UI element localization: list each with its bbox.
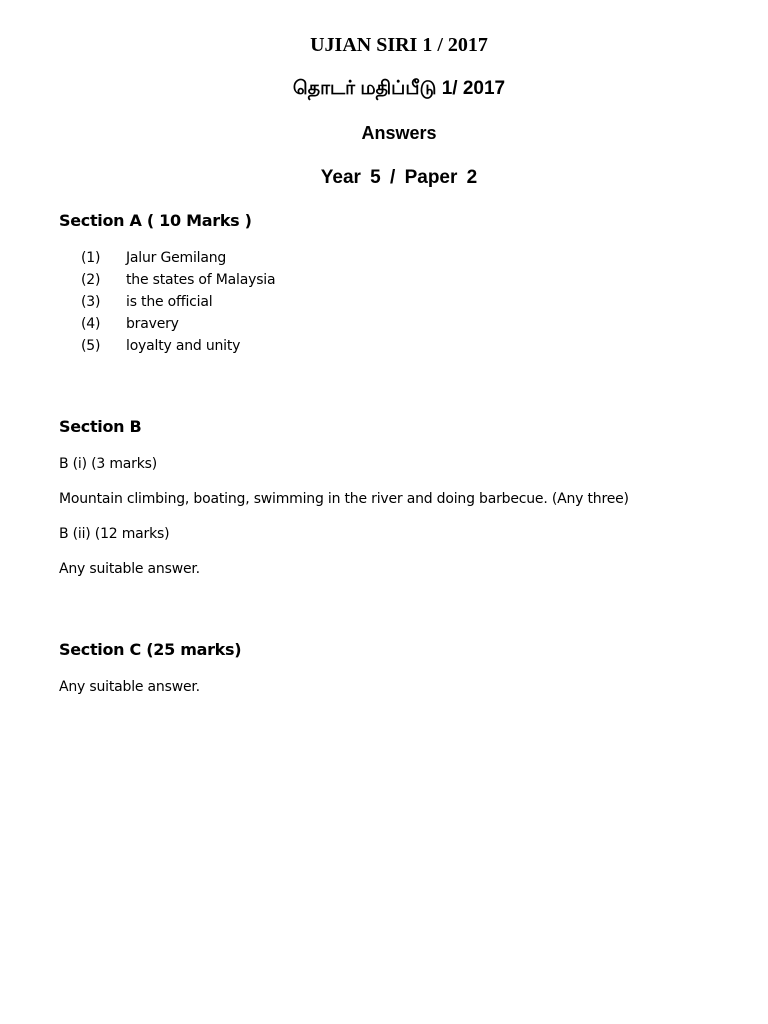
section-c-heading: Section C (25 marks)	[59, 640, 242, 659]
answer-text: the states of Malaysia	[126, 272, 276, 288]
list-item	[81, 292, 275, 314]
document-type: Answers	[361, 123, 437, 143]
document-subtitle: தொடர் மதிப்பீடு 1/ 2017	[292, 78, 506, 99]
answer-text: bravery	[126, 316, 179, 332]
answer-text: Jalur Gemilang	[126, 250, 227, 266]
list-item	[81, 270, 275, 292]
year-paper-label: Year 5 / Paper 2	[320, 167, 478, 188]
list-item	[81, 336, 275, 358]
section-c-answer: Any suitable answer.	[59, 679, 200, 695]
section-b-part-ii-label: B (ii) (12 marks)	[59, 526, 170, 542]
answer-number: (3)	[81, 294, 101, 310]
answer-number: (4)	[81, 316, 101, 332]
answer-number: (5)	[81, 338, 101, 354]
answer-text: is the official	[126, 294, 213, 310]
answer-number: (1)	[81, 250, 101, 266]
section-b-part-ii-answer: Any suitable answer.	[59, 561, 200, 577]
answer-text: loyalty and unity	[126, 338, 241, 354]
list-item	[81, 248, 275, 270]
answer-number: (2)	[81, 272, 101, 288]
section-a-answer-list	[81, 248, 275, 358]
section-b-heading: Section B	[59, 417, 142, 436]
section-b-part-i-label: B (i) (3 marks)	[59, 456, 157, 472]
section-a-heading: Section A ( 10 Marks )	[59, 211, 252, 230]
list-item	[81, 314, 275, 336]
section-b-part-i-answer: Mountain climbing, boating, swimming in the river and doing barbecue. (Any three)	[59, 491, 629, 507]
document-title: UJIAN SIRI 1 / 2017	[310, 34, 488, 56]
